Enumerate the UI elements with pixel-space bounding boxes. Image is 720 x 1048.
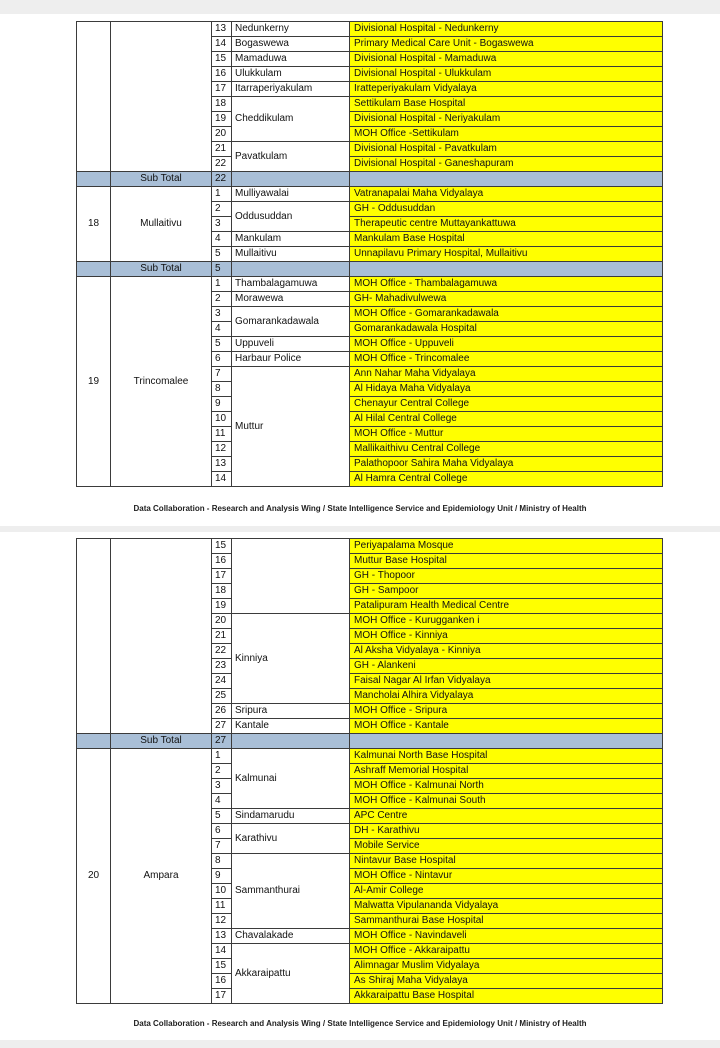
subtotal-cell [77,262,111,277]
facility-name: MOH Office - Kantale [350,719,663,734]
facility-table [76,538,663,1004]
subtotal-cell [350,734,663,749]
row-number: 10 [212,412,232,427]
facility-name: Chenayur Central College [350,397,663,412]
row-number: 18 [212,584,232,599]
row-number: 16 [212,974,232,989]
place-name: Sammanthurai [232,854,350,929]
row-number: 11 [212,899,232,914]
facility-name: Divisional Hospital - Mamaduwa [350,52,663,67]
row-number: 2 [212,202,232,217]
row-number: 20 [212,127,232,142]
facility-name: Patalipuram Health Medical Centre [350,599,663,614]
row-number: 22 [212,157,232,172]
row-number: 2 [212,292,232,307]
facility-name: APC Centre [350,809,663,824]
facility-name: Iratteperiyakulam Vidyalaya [350,82,663,97]
facility-name: Nintavur Base Hospital [350,854,663,869]
facility-name: Ann Nahar Maha Vidyalaya [350,367,663,382]
row-number: 15 [212,959,232,974]
row-number: 12 [212,914,232,929]
row-number: 19 [212,599,232,614]
footer-credit: Data Collaboration - Research and Analysis Wing / State Intelligence Service and Epidemiology Unit / Ministry of Health [133,504,587,513]
subtotal-label: Sub Total [111,734,212,749]
place-name: Bogaswewa [232,37,350,52]
facility-name: Sammanthurai Base Hospital [350,914,663,929]
district-name: Trincomalee [111,277,212,487]
row-number: 4 [212,232,232,247]
row-number: 4 [212,322,232,337]
place-name: Uppuveli [232,337,350,352]
facility-name: Divisional Hospital - Ulukkulam [350,67,663,82]
facility-name: Mobile Service [350,839,663,854]
place-name: Kinniya [232,614,350,704]
table-row [77,22,663,37]
subtotal-cell [232,172,350,187]
row-number: 4 [212,794,232,809]
facility-name: MOH Office - Kurugganken i [350,614,663,629]
row-number: 17 [212,569,232,584]
place-name: Mulliyawalai [232,187,350,202]
row-number: 7 [212,839,232,854]
facility-name: Mallikaithivu Central College [350,442,663,457]
row-number: 9 [212,869,232,884]
place-name: Harbaur Police [232,352,350,367]
facility-name: GH - Thopoor [350,569,663,584]
row-number: 15 [212,52,232,67]
row-number: 1 [212,749,232,764]
subtotal-label: Sub Total [111,172,212,187]
subtotal-cell [77,734,111,749]
place-name: Ulukkulam [232,67,350,82]
row-number: 6 [212,352,232,367]
facility-name: MOH Office - Gomarankadawala [350,307,663,322]
subtotal-cell [232,734,350,749]
facility-name: MOH Office - Kalmunai South [350,794,663,809]
place-name: Akkaraipattu [232,944,350,1004]
subtotal-row [77,172,663,187]
row-number: 17 [212,82,232,97]
place-name: Itarraperiyakulam [232,82,350,97]
row-number: 17 [212,989,232,1004]
subtotal-value: 5 [212,262,232,277]
row-number: 13 [212,929,232,944]
row-number: 16 [212,554,232,569]
subtotal-row [77,734,663,749]
facility-name: Periyapalama Mosque [350,539,663,554]
facility-name: GH - Sampoor [350,584,663,599]
row-number: 9 [212,397,232,412]
facility-name: Divisional Hospital - Neriyakulam [350,112,663,127]
table-row [77,539,663,554]
facility-name: Al-Amir College [350,884,663,899]
row-number: 3 [212,779,232,794]
facility-name: As Shiraj Maha Vidyalaya [350,974,663,989]
subtotal-cell [232,262,350,277]
facility-name: Malwatta Vipulananda Vidyalaya [350,899,663,914]
row-number: 5 [212,247,232,262]
place-name: Mullaitivu [232,247,350,262]
place-name: Oddusuddan [232,202,350,232]
subtotal-cell [350,172,663,187]
facility-name: MOH Office -Settikulam [350,127,663,142]
place-name: Kalmunai [232,749,350,809]
row-number: 13 [212,457,232,472]
facility-name: GH - Alankeni [350,659,663,674]
row-number: 11 [212,427,232,442]
facility-name: MOH Office - Sripura [350,704,663,719]
place-name: Karathivu [232,824,350,854]
facility-name: Kalmunai North Base Hospital [350,749,663,764]
facility-name: Divisional Hospital - Ganeshapuram [350,157,663,172]
subtotal-cell [350,262,663,277]
footer-credit: Data Collaboration - Research and Analysis Wing / State Intelligence Service and Epidemiology Unit / Ministry of Health [133,1019,587,1028]
place-name: Morawewa [232,292,350,307]
row-number: 22 [212,644,232,659]
facility-name: DH - Karathivu [350,824,663,839]
facility-name: Al Hilal Central College [350,412,663,427]
facility-name: MOH Office - Akkaraipattu [350,944,663,959]
facility-name: Al Aksha Vidyalaya - Kinniya [350,644,663,659]
subtotal-cell [77,172,111,187]
facility-name: Faisal Nagar Al Irfan Vidyalaya [350,674,663,689]
row-number: 15 [212,539,232,554]
facility-name: Primary Medical Care Unit - Bogaswewa [350,37,663,52]
row-number: 5 [212,337,232,352]
district-name [111,22,212,172]
facility-name: Settikulam Base Hospital [350,97,663,112]
table-row [77,749,663,764]
row-number: 7 [212,367,232,382]
subtotal-row [77,262,663,277]
report-page-1 [0,14,720,526]
place-name: Nedunkerny [232,22,350,37]
facility-name: Divisional Hospital - Pavatkulam [350,142,663,157]
facility-name: Akkaraipattu Base Hospital [350,989,663,1004]
district-name [111,539,212,734]
place-name: Chavalakade [232,929,350,944]
subtotal-label: Sub Total [111,262,212,277]
place-name: Sripura [232,704,350,719]
row-number: 26 [212,704,232,719]
table-row [77,187,663,202]
subtotal-value: 22 [212,172,232,187]
facility-name: MOH Office - Uppuveli [350,337,663,352]
row-number: 3 [212,307,232,322]
place-name [232,539,350,614]
row-number: 6 [212,824,232,839]
row-number: 10 [212,884,232,899]
row-number: 8 [212,382,232,397]
row-number: 21 [212,142,232,157]
facility-name: Gomarankadawala Hospital [350,322,663,337]
row-number: 16 [212,67,232,82]
facility-name: Therapeutic centre Muttayankattuwa [350,217,663,232]
place-name: Cheddikulam [232,97,350,142]
facility-name: MOH Office - Trincomalee [350,352,663,367]
row-number: 19 [212,112,232,127]
place-name: Thambalagamuwa [232,277,350,292]
district-number: 19 [77,277,111,487]
district-number [77,539,111,734]
facility-name: Mankulam Base Hospital [350,232,663,247]
row-number: 14 [212,472,232,487]
district-number: 18 [77,187,111,262]
place-name: Gomarankadawala [232,307,350,337]
facility-name: Al Hidaya Maha Vidyalaya [350,382,663,397]
facility-name: GH- Mahadivulwewa [350,292,663,307]
facility-name: MOH Office - Muttur [350,427,663,442]
district-name: Mullaitivu [111,187,212,262]
subtotal-value: 27 [212,734,232,749]
row-number: 18 [212,97,232,112]
row-number: 27 [212,719,232,734]
district-name: Ampara [111,749,212,1004]
facility-name: MOH Office - Navindaveli [350,929,663,944]
facility-name: MOH Office - Thambalagamuwa [350,277,663,292]
facility-name: Divisional Hospital - Nedunkerny [350,22,663,37]
place-name: Muttur [232,367,350,487]
district-number [77,22,111,172]
place-name: Pavatkulam [232,142,350,172]
row-number: 24 [212,674,232,689]
row-number: 1 [212,277,232,292]
table-row [77,277,663,292]
row-number: 14 [212,37,232,52]
row-number: 25 [212,689,232,704]
place-name: Kantale [232,719,350,734]
report-page-2 [0,532,720,1040]
place-name: Sindamarudu [232,809,350,824]
facility-name: MOH Office - Kalmunai North [350,779,663,794]
facility-name: Unnapilavu Primary Hospital, Mullaitivu [350,247,663,262]
row-number: 20 [212,614,232,629]
row-number: 13 [212,22,232,37]
row-number: 3 [212,217,232,232]
place-name: Mamaduwa [232,52,350,67]
row-number: 2 [212,764,232,779]
row-number: 14 [212,944,232,959]
facility-name: MOH Office - Kinniya [350,629,663,644]
place-name: Mankulam [232,232,350,247]
row-number: 5 [212,809,232,824]
facility-name: Mancholai Alhira Vidyalaya [350,689,663,704]
facility-name: Muttur Base Hospital [350,554,663,569]
facility-name: Al Hamra Central College [350,472,663,487]
facility-name: Vatranapalai Maha Vidyalaya [350,187,663,202]
row-number: 1 [212,187,232,202]
facility-name: GH - Oddusuddan [350,202,663,217]
row-number: 12 [212,442,232,457]
facility-table [76,21,663,487]
facility-name: Palathopoor Sahira Maha Vidyalaya [350,457,663,472]
facility-name: MOH Office - Nintavur [350,869,663,884]
district-number: 20 [77,749,111,1004]
row-number: 8 [212,854,232,869]
facility-name: Ashraff Memorial Hospital [350,764,663,779]
row-number: 21 [212,629,232,644]
facility-name: Alimnagar Muslim Vidyalaya [350,959,663,974]
row-number: 23 [212,659,232,674]
